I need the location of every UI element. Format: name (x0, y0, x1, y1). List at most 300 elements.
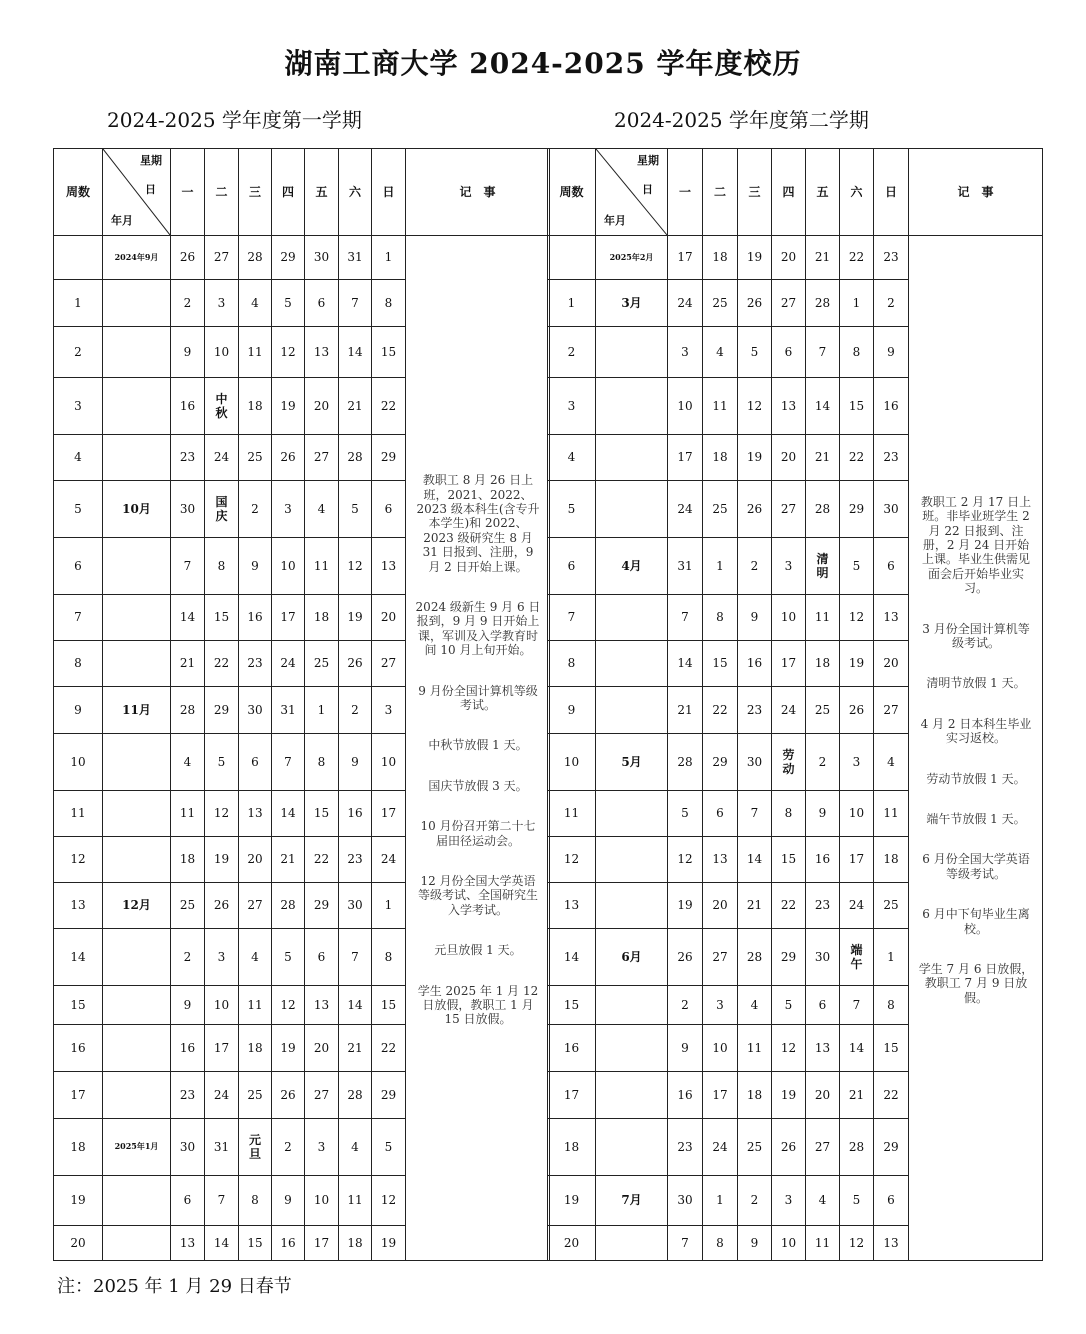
day-cell: 2 (272, 1119, 305, 1176)
day-cell: 17 (668, 435, 703, 481)
day-cell: 7 (272, 734, 305, 791)
day-cell: 16 (171, 1025, 205, 1072)
week-number: 2 (54, 327, 103, 378)
day-cell: 12 (668, 837, 703, 883)
day-cell: 13 (703, 837, 738, 883)
day-cell: 25 (703, 280, 738, 327)
month-label (103, 641, 171, 687)
note-paragraph: 9 月份全国计算机等级考试。 (418, 683, 538, 712)
day-cell: 28 (339, 1072, 372, 1119)
week-row (548, 236, 1043, 280)
week-number: 11 (54, 791, 103, 837)
week-number: 12 (548, 837, 596, 883)
day-cell: 2 (171, 280, 205, 327)
day-cell: 23 (874, 435, 909, 481)
day-cell: 27 (205, 236, 239, 280)
month-label (596, 1072, 668, 1119)
day-cell: 18 (874, 837, 909, 883)
month-label (103, 929, 171, 986)
day-cell: 16 (171, 378, 205, 435)
note-paragraph: 2024 级新生 9 月 6 日报到，9 月 9 日开始上课，军训及入学教育时间 10 月上旬开始。 (415, 600, 541, 658)
day-cell: 12 (840, 595, 874, 641)
month-label: 11月 (103, 687, 171, 734)
day-cell: 30 (171, 481, 205, 538)
day-cell: 9 (171, 327, 205, 378)
day-cell: 11 (806, 1226, 840, 1261)
day-cell: 8 (874, 986, 909, 1025)
day-cell: 8 (772, 791, 806, 837)
day-cell: 13 (239, 791, 272, 837)
semester-1-title: 2024-2025 学年度第一学期 (107, 108, 362, 132)
day-cell: 26 (339, 641, 372, 687)
day-cell: 10 (772, 595, 806, 641)
month-label: 5月 (596, 734, 668, 791)
day-cell: 13 (305, 327, 339, 378)
day-cell: 20 (874, 641, 909, 687)
week-number: 12 (54, 837, 103, 883)
holiday-cell: 国 庆 (205, 481, 239, 538)
day-cell: 13 (305, 986, 339, 1025)
week-number: 16 (548, 1025, 596, 1072)
day-cell: 27 (703, 929, 738, 986)
day-cell: 5 (339, 481, 372, 538)
day-cell: 13 (806, 1025, 840, 1072)
week-number: 17 (54, 1072, 103, 1119)
day-cell: 16 (668, 1072, 703, 1119)
weekday-header: 三 (239, 149, 272, 236)
day-cell: 20 (305, 1025, 339, 1072)
day-cell: 5 (840, 1176, 874, 1226)
day-cell: 30 (171, 1119, 205, 1176)
day-cell: 19 (772, 1072, 806, 1119)
day-cell: 30 (806, 929, 840, 986)
corner-header (103, 149, 171, 236)
note-paragraph: 3 月份全国计算机等级考试。 (922, 621, 1030, 651)
day-cell: 12 (272, 986, 305, 1025)
day-cell: 7 (668, 1226, 703, 1261)
corner-day-label: 日 (642, 183, 653, 196)
day-cell: 31 (272, 687, 305, 734)
day-cell: 25 (738, 1119, 772, 1176)
day-cell: 25 (874, 883, 909, 929)
week-number: 5 (54, 481, 103, 538)
day-cell: 8 (703, 595, 738, 641)
day-cell: 29 (840, 481, 874, 538)
day-cell: 16 (874, 378, 909, 435)
semester-2-title: 2024-2025 学年度第二学期 (614, 108, 869, 132)
day-cell: 4 (874, 734, 909, 791)
day-cell: 17 (668, 236, 703, 280)
day-cell: 18 (239, 1025, 272, 1072)
week-number (548, 236, 596, 280)
week-number: 14 (548, 929, 596, 986)
week-number: 15 (548, 986, 596, 1025)
weekday-header: 五 (806, 149, 840, 236)
week-number: 7 (54, 595, 103, 641)
day-cell: 15 (205, 595, 239, 641)
holiday-cell: 元 旦 (239, 1119, 272, 1176)
day-cell: 19 (372, 1226, 406, 1261)
day-cell: 2 (874, 280, 909, 327)
month-label (103, 538, 171, 595)
weekday-header: 一 (668, 149, 703, 236)
weekday-header: 六 (840, 149, 874, 236)
day-cell: 4 (806, 1176, 840, 1226)
month-label (596, 641, 668, 687)
day-cell: 30 (239, 687, 272, 734)
day-cell: 15 (372, 327, 406, 378)
day-cell: 7 (339, 280, 372, 327)
day-cell: 6 (806, 986, 840, 1025)
day-cell: 16 (272, 1226, 305, 1261)
corner-header (596, 149, 668, 236)
day-cell: 14 (668, 641, 703, 687)
day-cell: 21 (806, 236, 840, 280)
day-cell: 15 (840, 378, 874, 435)
week-number: 20 (54, 1226, 103, 1261)
day-cell: 12 (272, 327, 305, 378)
day-cell: 24 (840, 883, 874, 929)
day-cell: 5 (272, 280, 305, 327)
day-cell: 30 (738, 734, 772, 791)
day-cell: 28 (668, 734, 703, 791)
day-cell: 25 (239, 1072, 272, 1119)
month-label (596, 791, 668, 837)
day-cell: 23 (806, 883, 840, 929)
week-number: 14 (54, 929, 103, 986)
day-cell: 13 (772, 378, 806, 435)
note-paragraph: 元旦放假 1 天。 (434, 943, 522, 958)
corner-month-label: 年月 (111, 213, 133, 227)
day-cell: 26 (272, 435, 305, 481)
month-label (596, 1025, 668, 1072)
day-cell: 9 (806, 791, 840, 837)
note-paragraph: 学生 2025 年 1 月 12 日放假，教职工 1 月 15 日放假。 (417, 983, 539, 1027)
day-cell: 15 (305, 791, 339, 837)
month-label (596, 986, 668, 1025)
day-cell: 19 (272, 378, 305, 435)
day-cell: 19 (738, 236, 772, 280)
day-cell: 21 (339, 378, 372, 435)
day-cell: 5 (772, 986, 806, 1025)
day-cell: 22 (205, 641, 239, 687)
day-cell: 22 (840, 236, 874, 280)
day-cell: 31 (205, 1119, 239, 1176)
month-label (103, 1072, 171, 1119)
day-cell: 3 (703, 986, 738, 1025)
day-cell: 8 (205, 538, 239, 595)
day-cell: 8 (305, 734, 339, 791)
note-paragraph: 劳动节放假 1 天。 (926, 771, 1026, 786)
day-cell: 15 (703, 641, 738, 687)
day-cell: 20 (772, 435, 806, 481)
weekday-header: 六 (339, 149, 372, 236)
day-cell: 11 (339, 1176, 372, 1226)
day-cell: 19 (738, 435, 772, 481)
day-cell: 29 (372, 1072, 406, 1119)
day-cell: 17 (305, 1226, 339, 1261)
week-header: 周数 (548, 149, 596, 236)
day-cell: 7 (840, 986, 874, 1025)
month-label: 2024年9月 (103, 236, 171, 280)
month-label (596, 687, 668, 734)
day-cell: 14 (738, 837, 772, 883)
month-label (103, 734, 171, 791)
semester-1-calendar-table (53, 148, 550, 1261)
day-cell: 7 (171, 538, 205, 595)
day-cell: 27 (772, 280, 806, 327)
note-paragraph: 12 月份全国大学英语等级考试、全国研究生入学考试。 (417, 873, 538, 917)
week-row (54, 236, 550, 280)
day-cell: 14 (806, 378, 840, 435)
month-label (103, 1226, 171, 1261)
week-number: 3 (548, 378, 596, 435)
day-cell: 16 (806, 837, 840, 883)
day-cell: 12 (205, 791, 239, 837)
day-cell: 27 (874, 687, 909, 734)
corner-day-label: 日 (145, 183, 156, 196)
day-cell: 19 (272, 1025, 305, 1072)
day-cell: 10 (305, 1176, 339, 1226)
week-number: 11 (548, 791, 596, 837)
day-cell: 14 (171, 595, 205, 641)
note-paragraph: 学生 7 月 6 日放假，教职工 7 月 9 日放假。 (918, 961, 1034, 1005)
weekday-header: 一 (171, 149, 205, 236)
day-cell: 3 (205, 280, 239, 327)
day-cell: 10 (668, 378, 703, 435)
day-cell: 10 (205, 986, 239, 1025)
weekday-header: 四 (272, 149, 305, 236)
month-label (103, 378, 171, 435)
day-cell: 27 (772, 481, 806, 538)
day-cell: 19 (840, 641, 874, 687)
day-cell: 5 (668, 791, 703, 837)
day-cell: 4 (305, 481, 339, 538)
day-cell: 7 (806, 327, 840, 378)
month-label: 4月 (596, 538, 668, 595)
day-cell: 31 (339, 236, 372, 280)
day-cell: 11 (806, 595, 840, 641)
day-cell: 5 (840, 538, 874, 595)
notes-header: 记 事 (909, 149, 1043, 236)
day-cell: 4 (239, 929, 272, 986)
day-cell: 6 (239, 734, 272, 791)
week-number (54, 236, 103, 280)
day-cell: 4 (339, 1119, 372, 1176)
day-cell: 11 (239, 986, 272, 1025)
day-cell: 23 (171, 1072, 205, 1119)
day-cell: 23 (171, 435, 205, 481)
day-cell: 28 (738, 929, 772, 986)
day-cell: 5 (372, 1119, 406, 1176)
day-cell: 3 (668, 327, 703, 378)
day-cell: 24 (703, 1119, 738, 1176)
note-paragraph: 10 月份召开第二十七届田径运动会。 (420, 819, 536, 848)
day-cell: 9 (668, 1025, 703, 1072)
day-cell: 17 (372, 791, 406, 837)
day-cell: 11 (239, 327, 272, 378)
weekday-header: 四 (772, 149, 806, 236)
month-label (103, 595, 171, 641)
day-cell: 1 (703, 1176, 738, 1226)
day-cell: 18 (806, 641, 840, 687)
day-cell: 29 (272, 236, 305, 280)
day-cell: 3 (772, 538, 806, 595)
note-paragraph: 教职工 8 月 26 日上班，2021、2022、2023 级本科生(含专升本学生)和 2022、2023 级研究生 8 月 31 日报到、注册，9 月 2 日开始上课。 (416, 473, 540, 574)
day-cell: 6 (772, 327, 806, 378)
day-cell: 26 (668, 929, 703, 986)
day-cell: 1 (305, 687, 339, 734)
day-cell: 3 (372, 687, 406, 734)
semester-2-calendar-table (547, 148, 1043, 1261)
day-cell: 1 (703, 538, 738, 595)
day-cell: 9 (272, 1176, 305, 1226)
day-cell: 3 (272, 481, 305, 538)
day-cell: 23 (874, 236, 909, 280)
day-cell: 14 (272, 791, 305, 837)
week-header: 周数 (54, 149, 103, 236)
day-cell: 28 (171, 687, 205, 734)
day-cell: 27 (806, 1119, 840, 1176)
day-cell: 30 (874, 481, 909, 538)
week-number: 6 (54, 538, 103, 595)
day-cell: 14 (339, 327, 372, 378)
day-cell: 8 (239, 1176, 272, 1226)
day-cell: 24 (272, 641, 305, 687)
day-cell: 29 (205, 687, 239, 734)
day-cell: 28 (272, 883, 305, 929)
month-label (596, 1226, 668, 1261)
day-cell: 22 (703, 687, 738, 734)
note-paragraph: 4 月 2 日本科生毕业实习返校。 (920, 716, 1032, 746)
week-number: 10 (548, 734, 596, 791)
day-cell: 7 (738, 791, 772, 837)
day-cell: 17 (772, 641, 806, 687)
holiday-cell: 中 秋 (205, 378, 239, 435)
week-number: 18 (548, 1119, 596, 1176)
day-cell: 5 (205, 734, 239, 791)
month-label (103, 986, 171, 1025)
day-cell: 25 (703, 481, 738, 538)
week-number: 15 (54, 986, 103, 1025)
day-cell: 27 (372, 641, 406, 687)
week-number: 1 (548, 280, 596, 327)
week-number: 4 (548, 435, 596, 481)
month-label: 3月 (596, 280, 668, 327)
day-cell: 8 (372, 929, 406, 986)
day-cell: 25 (806, 687, 840, 734)
day-cell: 20 (806, 1072, 840, 1119)
day-cell: 12 (372, 1176, 406, 1226)
day-cell: 11 (305, 538, 339, 595)
day-cell: 20 (372, 595, 406, 641)
day-cell: 23 (239, 641, 272, 687)
day-cell: 10 (372, 734, 406, 791)
note-paragraph: 端午节放假 1 天。 (926, 811, 1026, 826)
day-cell: 29 (305, 883, 339, 929)
month-label (103, 1176, 171, 1226)
day-cell: 9 (738, 595, 772, 641)
day-cell: 9 (239, 538, 272, 595)
day-cell: 2 (806, 734, 840, 791)
month-label: 12月 (103, 883, 171, 929)
month-label: 10月 (103, 481, 171, 538)
day-cell: 20 (305, 378, 339, 435)
weekday-header: 日 (874, 149, 909, 236)
page-title: 湖南工商大学 2024-2025 学年度校历 (284, 47, 802, 80)
day-cell: 22 (840, 435, 874, 481)
month-label (596, 378, 668, 435)
day-cell: 25 (305, 641, 339, 687)
day-cell: 23 (738, 687, 772, 734)
day-cell: 15 (239, 1226, 272, 1261)
week-number: 16 (54, 1025, 103, 1072)
day-cell: 14 (205, 1226, 239, 1261)
week-number: 17 (548, 1072, 596, 1119)
day-cell: 28 (339, 435, 372, 481)
week-number: 1 (54, 280, 103, 327)
day-cell: 10 (840, 791, 874, 837)
day-cell: 11 (738, 1025, 772, 1072)
day-cell: 24 (205, 435, 239, 481)
day-cell: 2 (668, 986, 703, 1025)
day-cell: 6 (874, 538, 909, 595)
month-label (103, 327, 171, 378)
month-label (596, 1119, 668, 1176)
month-label (103, 837, 171, 883)
week-number: 13 (548, 883, 596, 929)
day-cell: 28 (239, 236, 272, 280)
week-number: 9 (54, 687, 103, 734)
week-number: 6 (548, 538, 596, 595)
note-paragraph: 中秋节放假 1 天。 (428, 738, 528, 753)
holiday-cell: 劳 动 (772, 734, 806, 791)
note-paragraph: 清明节放假 1 天。 (926, 676, 1026, 691)
day-cell: 7 (668, 595, 703, 641)
month-label (103, 1025, 171, 1072)
holiday-cell: 清 明 (806, 538, 840, 595)
day-cell: 12 (738, 378, 772, 435)
day-cell: 6 (305, 280, 339, 327)
day-cell: 26 (738, 280, 772, 327)
day-cell: 2 (339, 687, 372, 734)
day-cell: 26 (272, 1072, 305, 1119)
week-number: 20 (548, 1226, 596, 1261)
day-cell: 30 (305, 236, 339, 280)
day-cell: 24 (668, 280, 703, 327)
day-cell: 26 (205, 883, 239, 929)
day-cell: 21 (738, 883, 772, 929)
day-cell: 29 (703, 734, 738, 791)
month-label: 2025年1月 (103, 1119, 171, 1176)
day-cell: 25 (171, 883, 205, 929)
day-cell: 17 (703, 1072, 738, 1119)
day-cell: 2 (738, 1176, 772, 1226)
week-number: 10 (54, 734, 103, 791)
day-cell: 2 (239, 481, 272, 538)
day-cell: 20 (239, 837, 272, 883)
day-cell: 28 (840, 1119, 874, 1176)
day-cell: 7 (205, 1176, 239, 1226)
day-cell: 3 (840, 734, 874, 791)
week-number: 8 (54, 641, 103, 687)
week-number: 19 (54, 1176, 103, 1226)
week-number: 9 (548, 687, 596, 734)
day-cell: 5 (738, 327, 772, 378)
day-cell: 28 (806, 481, 840, 538)
note-paragraph: 国庆节放假 3 天。 (428, 778, 528, 793)
day-cell: 12 (840, 1226, 874, 1261)
